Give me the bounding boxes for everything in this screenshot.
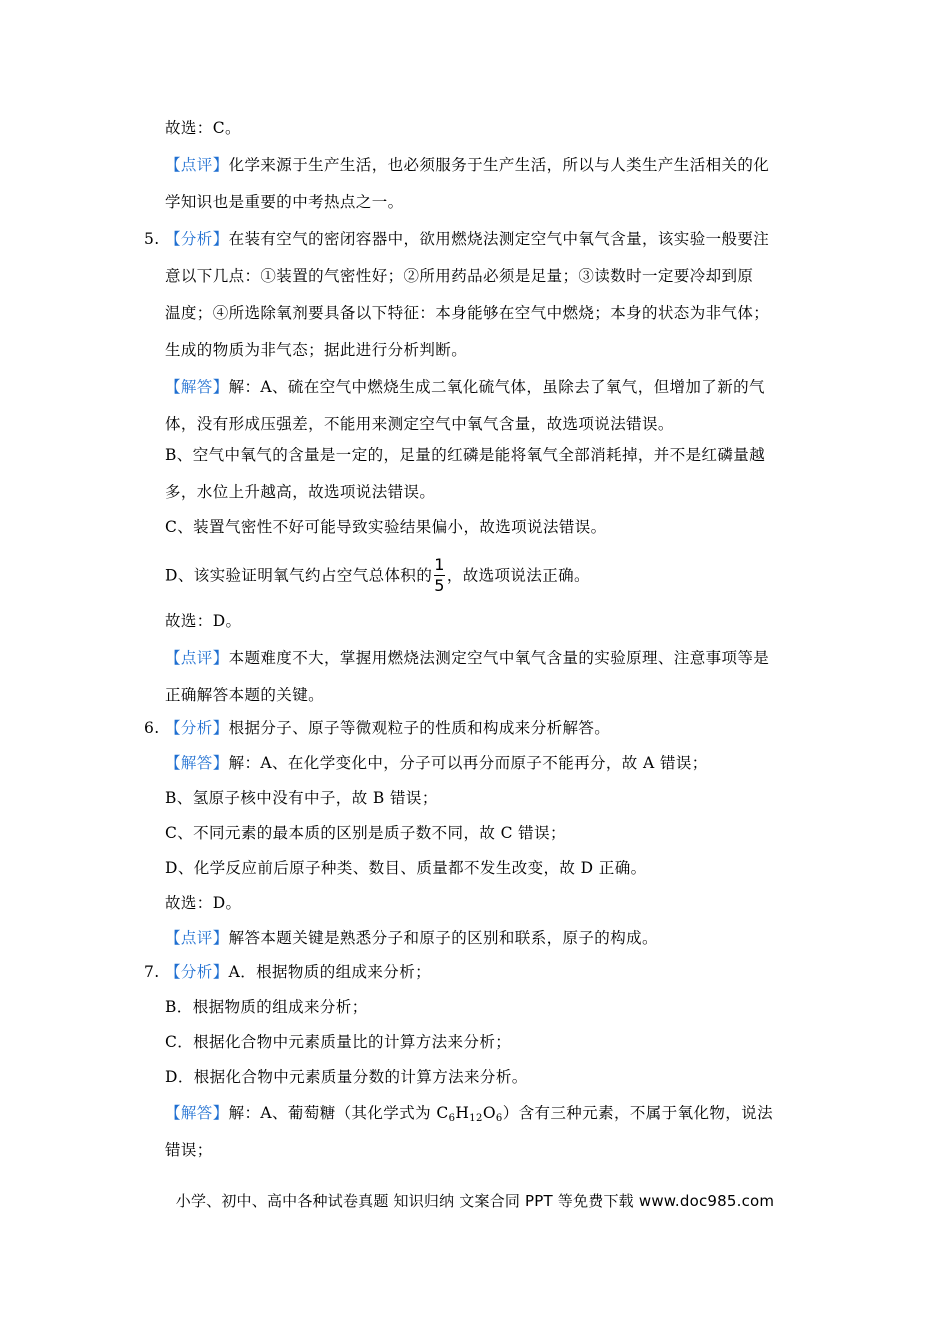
comment-tag: 【点评】	[165, 929, 229, 947]
q4-comment: 【点评】化学来源于生产生活，也必须服务于生产生活，所以与人类生产生活相关的化	[165, 156, 770, 174]
q5-comment: 【点评】本题难度不大，掌握用燃烧法测定空气中氧气含量的实验原理、注意事项等是	[165, 649, 770, 667]
q5-option-c: C、装置气密性不好可能导致实验结果偏小，故选项说法错误。	[165, 518, 607, 536]
comment-tag: 【点评】	[165, 156, 229, 174]
q5-choice: 故选：D。	[165, 612, 242, 630]
q6-answer: 【解答】解：A、在化学变化中，分子可以再分而原子不能再分，故 A 错误；	[165, 754, 708, 772]
q7-analysis: 7. 【分析】A．根据物质的组成来分析；	[144, 963, 432, 981]
page-footer: 小学、初中、高中各种试卷真题 知识归纳 文案合同 PPT 等免费下载 www.doc985.com	[175, 1192, 775, 1210]
answer-tag: 【解答】	[165, 754, 229, 772]
question-number: 6.	[144, 719, 160, 737]
answer-tag: 【解答】	[165, 1104, 229, 1122]
q6-option-b: B、氢原子核中没有中子，故 B 错误；	[165, 789, 438, 807]
comment-tag: 【点评】	[165, 649, 229, 667]
q7-answer-cont: 错误；	[165, 1141, 213, 1159]
q7-option-b: B．根据物质的组成来分析；	[165, 998, 368, 1016]
q7-option-d: D．根据化合物中元素质量分数的计算方法来分析。	[165, 1068, 528, 1086]
q6-comment: 【点评】解答本题关键是熟悉分子和原子的区别和联系，原子的构成。	[165, 929, 658, 947]
analysis-tag: 【分析】	[165, 719, 229, 737]
q5-answer-cont: 体，没有形成压强差，不能用来测定空气中氧气含量，故选项说法错误。	[165, 415, 674, 433]
q6-option-d: D、化学反应前后原子种类、数目、质量都不发生改变，故 D 正确。	[165, 859, 647, 877]
q7-answer: 【解答】解：A、葡萄糖（其化学式为 $C_6H_{12}O_6$）含有三种元素，不属于氧化物，说法	[165, 1104, 773, 1124]
q5-option-b-cont: 多，水位上升越高，故选项说法错误。	[165, 483, 436, 501]
analysis-tag: 【分析】	[165, 230, 229, 248]
analysis-tag: 【分析】	[165, 963, 229, 981]
q5-analysis: 5. 【分析】在装有空气的密闭容器中，欲用燃烧法测定空气中氧气含量，该实验一般要注	[144, 230, 770, 248]
q6-choice: 故选：D。	[165, 894, 242, 912]
q5-option-d: D、该实验证明氧气约占空气总体积的 $\frac{1}{5}$ ，故选项说法正确。	[165, 555, 590, 595]
question-number: 7.	[144, 963, 160, 981]
q5-option-b: B、空气中氧气的含量是一定的，足量的红磷是能将氧气全部消耗掉，并不是红磷量越	[165, 446, 766, 464]
q5-answer: 【解答】解：A、硫在空气中燃烧生成二氧化硫气体，虽除去了氧气，但增加了新的气	[165, 378, 765, 396]
q5-analysis-cont: 生成的物质为非气态；据此进行分析判断。	[165, 341, 468, 359]
fraction: $\frac{1}{5}$	[434, 555, 445, 595]
q4-comment-cont: 学知识也是重要的中考热点之一。	[165, 193, 404, 211]
q6-analysis: 6. 【分析】根据分子、原子等微观粒子的性质和构成来分析解答。	[144, 719, 611, 737]
answer-tag: 【解答】	[165, 378, 229, 396]
q6-option-c: C、不同元素的最本质的区别是质子数不同，故 C 错误；	[165, 824, 566, 842]
q5-comment-cont: 正确解答本题的关键。	[165, 686, 325, 704]
q7-option-c: C．根据化合物中元素质量比的计算方法来分析；	[165, 1033, 512, 1051]
q5-analysis-cont: 意以下几点：①装置的气密性好；②所用药品必须是足量；③读数时一定要冷却到原	[165, 267, 754, 285]
question-number: 5.	[144, 230, 160, 248]
q4-choice: 故选：C。	[165, 119, 241, 137]
q5-analysis-cont: 温度；④所选除氧剂要具备以下特征：本身能够在空气中燃烧；本身的状态为非气体；	[165, 304, 770, 322]
